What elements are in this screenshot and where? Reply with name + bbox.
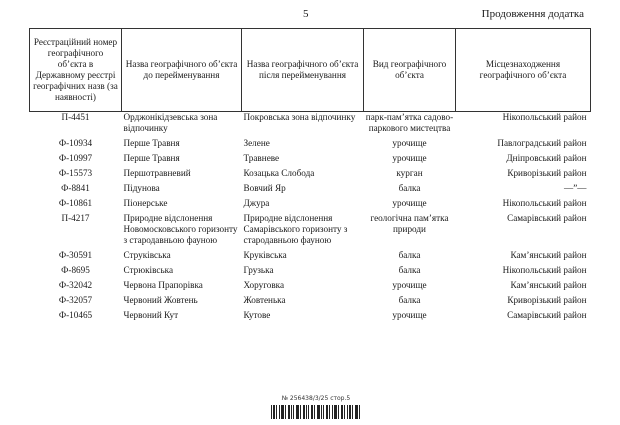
cell-location: Нікопольський район xyxy=(502,198,587,208)
renaming-table xyxy=(29,28,591,325)
cell-location: Нікопольський район xyxy=(502,265,587,275)
cell-object-type: балка xyxy=(398,295,421,305)
cell-name-after: Вовчий Яр xyxy=(243,183,286,193)
cell-name-before: Червона Прапорівка xyxy=(123,280,203,290)
table-row xyxy=(30,112,591,135)
cell-name-before: Червоний Кут xyxy=(123,310,179,320)
table-row xyxy=(30,183,591,194)
cell-object-type: урочище xyxy=(392,310,427,320)
cell-location: Криворізький район xyxy=(507,295,587,305)
cell-reg-number: Ф-10465 xyxy=(58,310,93,320)
cell-object-type: балка xyxy=(398,250,421,260)
cell-name-after: Травневе xyxy=(243,153,280,163)
table-row xyxy=(30,250,591,261)
cell-reg-number: П-4451 xyxy=(61,112,90,122)
cell-name-after: Грузька xyxy=(243,265,274,275)
cell-location: Павлоградський район xyxy=(497,138,587,148)
cell-reg-number: Ф-10997 xyxy=(58,153,93,163)
cell-name-before: Перше Травня xyxy=(123,138,180,148)
cell-location: Нікопольський район xyxy=(502,112,587,122)
header-name-after: Назва географічного об’єкта після перейменування xyxy=(242,29,364,112)
cell-object-type: урочище xyxy=(392,138,427,148)
header-name-before: Назва географічного об’єкта до перейменування xyxy=(122,29,242,112)
cell-name-after: Кутове xyxy=(243,310,271,320)
cell-location: —”— xyxy=(564,183,587,193)
cell-object-type: геологічна пам’ятка природи xyxy=(370,213,449,234)
cell-name-after: Джура xyxy=(243,198,270,208)
table-row xyxy=(30,168,591,179)
cell-name-before: Перше Травня xyxy=(123,153,180,163)
cell-name-after: Хоруговка xyxy=(243,280,285,290)
cell-reg-number: Ф-32057 xyxy=(58,295,93,305)
cell-reg-number: Ф-8841 xyxy=(61,183,90,193)
cell-name-before: Стрюківська xyxy=(123,265,174,275)
table-row xyxy=(30,138,591,149)
cell-object-type: балка xyxy=(398,265,421,275)
cell-name-before: Підунова xyxy=(123,183,160,193)
continuation-label: Продовження додатка xyxy=(481,8,584,20)
cell-location: Кам’янський район xyxy=(510,250,587,260)
cell-reg-number: Ф-8695 xyxy=(61,265,90,275)
cell-object-type: балка xyxy=(398,183,421,193)
table-header-row xyxy=(30,29,591,112)
cell-location: Криворізький район xyxy=(507,168,587,178)
header-reg-number: Реєстраційний номер географічного об’єкта в Державному реєстрі географічних назв (за наявності) xyxy=(30,29,122,112)
document-stamp xyxy=(270,395,362,419)
cell-reg-number: П-4217 xyxy=(61,213,90,223)
cell-name-after: Зелене xyxy=(243,138,270,148)
cell-name-before: Орджонікідзевська зона відпочинку xyxy=(123,112,218,133)
page-number: 5 xyxy=(303,8,309,20)
table-row xyxy=(30,265,591,276)
cell-location: Самарівський район xyxy=(507,310,587,320)
cell-object-type: курган xyxy=(396,168,423,178)
cell-name-after: Природне відслонення Самарівського горизонту з стародавньою фауною xyxy=(243,213,348,245)
table-row xyxy=(30,213,591,246)
cell-location: Дніпровський район xyxy=(506,153,587,163)
table-row xyxy=(30,198,591,209)
cell-object-type: урочище xyxy=(392,280,427,290)
header-location: Місцезнаходження географічного об’єкта xyxy=(456,29,591,112)
table-row xyxy=(30,310,591,321)
cell-object-type: урочище xyxy=(392,198,427,208)
cell-reg-number: Ф-32042 xyxy=(58,280,93,290)
document-reference: № 256438/3/25 стор.5 xyxy=(281,395,351,402)
cell-reg-number: Ф-10861 xyxy=(58,198,93,208)
cell-object-type: урочище xyxy=(392,153,427,163)
cell-name-after: Жовтенька xyxy=(243,295,286,305)
cell-name-after: Покровська зона відпочинку xyxy=(243,112,356,122)
cell-reg-number: Ф-30591 xyxy=(58,250,93,260)
table-row xyxy=(30,153,591,164)
cell-name-after: Круківська xyxy=(243,250,287,260)
cell-name-before: Струківська xyxy=(123,250,171,260)
cell-object-type: парк-пам’ятка садово-паркового мистецтва xyxy=(365,112,454,133)
row-spacer xyxy=(30,321,591,325)
table-row xyxy=(30,280,591,291)
cell-name-before: Природне відслонення Новомосковського горизонту з стародавньою фауною xyxy=(123,213,238,245)
cell-name-before: Першотравневий xyxy=(123,168,191,178)
cell-reg-number: Ф-15573 xyxy=(58,168,93,178)
cell-name-before: Піонерське xyxy=(123,198,168,208)
header-object-type: Вид географічного об’єкта xyxy=(364,29,456,112)
cell-name-after: Козацька Слобода xyxy=(243,168,315,178)
cell-name-before: Червоний Жовтень xyxy=(123,295,198,305)
cell-location: Кам’янський район xyxy=(510,280,587,290)
table-body xyxy=(30,112,591,326)
row-spacer-cell xyxy=(30,321,591,325)
table-row xyxy=(30,295,591,306)
cell-location: Самарівський район xyxy=(507,213,587,223)
cell-reg-number: Ф-10934 xyxy=(58,138,93,148)
barcode-icon xyxy=(270,405,362,419)
